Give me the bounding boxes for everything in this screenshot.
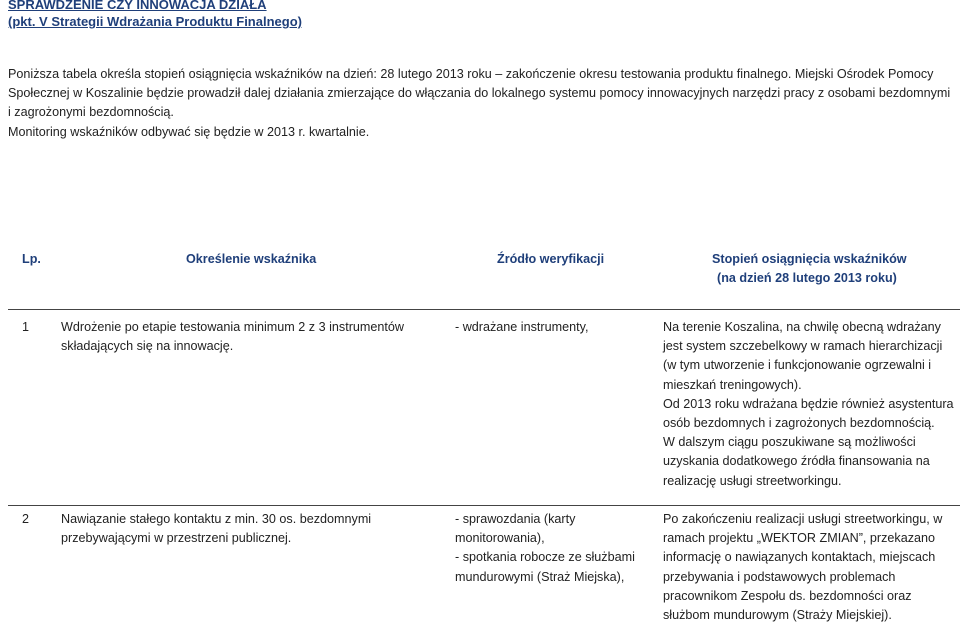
row2-source [455, 510, 650, 587]
row1-degree [663, 318, 955, 491]
row1-source: - wdrażane instrumenty, [455, 320, 589, 334]
row-divider [8, 505, 960, 506]
row2-source-item1: - sprawozdania (karty monitorowania), [455, 512, 576, 546]
row1-degree-p3: W dalszym ciągu poszukiwane są możliwości uzyskania dodatkowego źródła finansowania na realizację usługi streetworkingu. [663, 435, 930, 488]
document-subtitle: (pkt. V Strategii Wdrażania Produktu Finalnego) [8, 14, 302, 29]
intro-text [8, 65, 954, 142]
header-degree [712, 250, 907, 288]
header-source: Źródło weryfikacji [497, 252, 605, 266]
header-degree-line1: Stopień osiągnięcia wskaźników [712, 252, 907, 266]
row2-lp: 2 [22, 512, 30, 526]
row1-degree-p2: Od 2013 roku wdrażana będzie również asystentura osób bezdomnych i zagrożonych bezdomnością. [663, 396, 954, 431]
header-indicator: Określenie wskaźnika [186, 252, 317, 266]
row1-degree-p1: Na terenie Koszalina, na chwilę obecną wdrażany jest system szczebelkowy w ramach hierarchizacji (w tym utworzenie i funkcjonowanie ogrzewalni i mieszkań treningowych). [663, 320, 943, 392]
header-lp: Lp. [22, 252, 41, 266]
row2-source-item2: - spotkania robocze ze służbami mundurowymi (Straż Miejska), [455, 550, 635, 584]
row2-indicator: Nawiązanie stałego kontaktu z min. 30 os. bezdomnymi przebywającymi w przestrzeni publicznej. [61, 512, 372, 546]
row1-indicator: Wdrożenie po etapie testowania minimum 2 z 3 instrumentów składających się na innowację. [61, 320, 404, 354]
row1-lp: 1 [22, 320, 30, 334]
intro-paragraph: Poniższa tabela określa stopień osiągnięcia wskaźników na dzień: 28 lutego 2013 roku – zakończenie okresu testowania produktu finalnego. Miejski Ośrodek Pomocy Społecznej w Koszalinie będzie prowadził dalej działania zmierzające do włączania do lokalnego systemu pomocy innowacyjnych narzędzi pracy z osobami bezdomnymi i zagrożonymi bezdomnością. [8, 67, 951, 120]
header-divider [8, 309, 960, 310]
row2-degree: Po zakończeniu realizacji usługi streetworkingu, w ramach projektu „WEKTOR ZMIAN”, przekazano informację o nawiązanych kontaktach, miejscach przebywania i podstawowych problemach pracownikom Zespołu ds. bezdomności oraz służbom mundurowym (Straży Miejskiej). [663, 512, 943, 623]
header-degree-line2: (na dzień 28 lutego 2013 roku) [717, 271, 897, 286]
document-title: SPRAWDZENIE CZY INNOWACJA DZIAŁA [8, 0, 267, 12]
intro-monitoring-note: Monitoring wskaźników odbywać się będzie w 2013 r. kwartalnie. [8, 124, 370, 139]
